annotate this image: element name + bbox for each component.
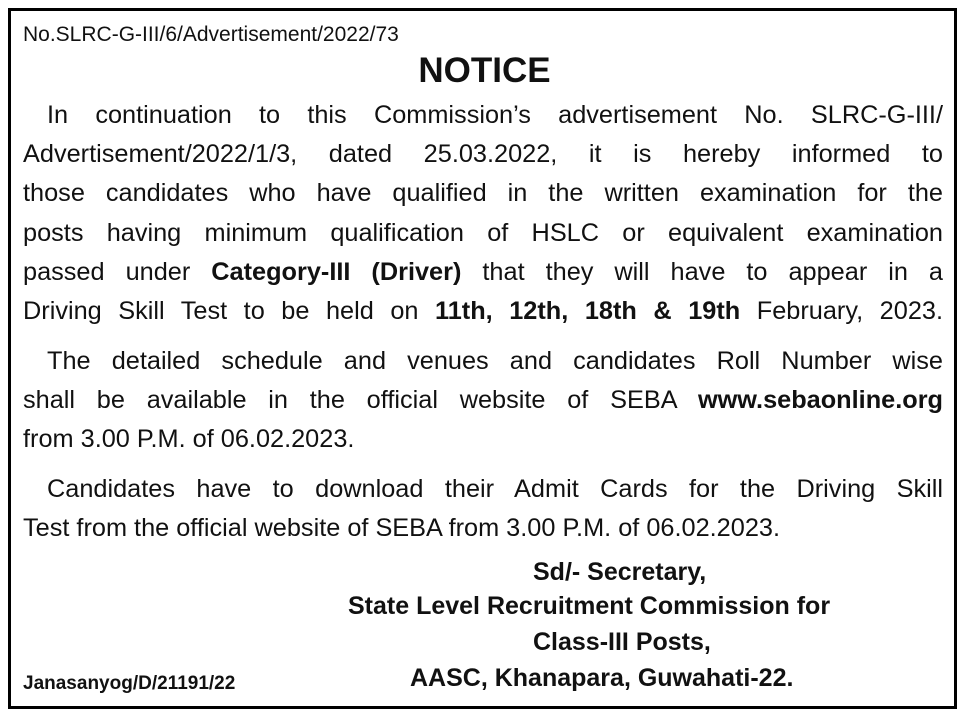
p2-line-3: from 3.00 P.M. of 06.02.2023. (23, 425, 355, 454)
signature-line-2: State Level Recruitment Commission for (348, 592, 831, 620)
paragraph-3 (23, 470, 943, 548)
paragraph-1 (23, 96, 943, 331)
p1-line-1: In continuation to this Commission’s advertisement No. SLRC-G-III/ (47, 101, 943, 129)
p2-line-1: The detailed schedule and venues and candidates Roll Number wise (47, 347, 943, 375)
p3-line-2: Test from the official website of SEBA from 3.00 P.M. of 06.02.2023. (23, 514, 780, 543)
signature-line-1: Sd/- Secretary, (533, 558, 707, 586)
paragraph-2 (23, 342, 943, 460)
signature-line-4: AASC, Khanapara, Guwahati-22. (410, 664, 794, 692)
p3-line-1: Candidates have to download their Admit Cards for the Driving Skill (47, 475, 943, 503)
p1-line-4: posts having minimum qualification of HSLC or equivalent examination (23, 218, 943, 247)
p2-line-2: shall be available in the official website of SEBA www.sebaonline.org (23, 386, 943, 415)
p1-line-5: passed under Category-III (Driver) that they will have to appear in a (23, 257, 943, 286)
test-dates: 11th, 12th, 18th & 19th (435, 297, 741, 326)
notice-title: NOTICE (418, 51, 551, 90)
p1-line-2: Advertisement/2022/1/3, dated 25.03.2022, it is hereby informed to (23, 140, 943, 169)
reference-number: No.SLRC-G-III/6/Advertisement/2022/73 (23, 23, 399, 46)
website-url: www.sebaonline.org (697, 386, 943, 415)
janasanyog-number: Janasanyog/D/21191/22 (23, 673, 236, 694)
p1-line-6: Driving Skill Test to be held on 11th, 12th, 18th & 19th February, 2023. (23, 297, 943, 326)
p1-line-3: those candidates who have qualified in the written examination for the (23, 179, 943, 208)
category-label: Category-III (Driver) (211, 257, 462, 286)
signature-line-3: Class-III Posts, (533, 628, 711, 656)
